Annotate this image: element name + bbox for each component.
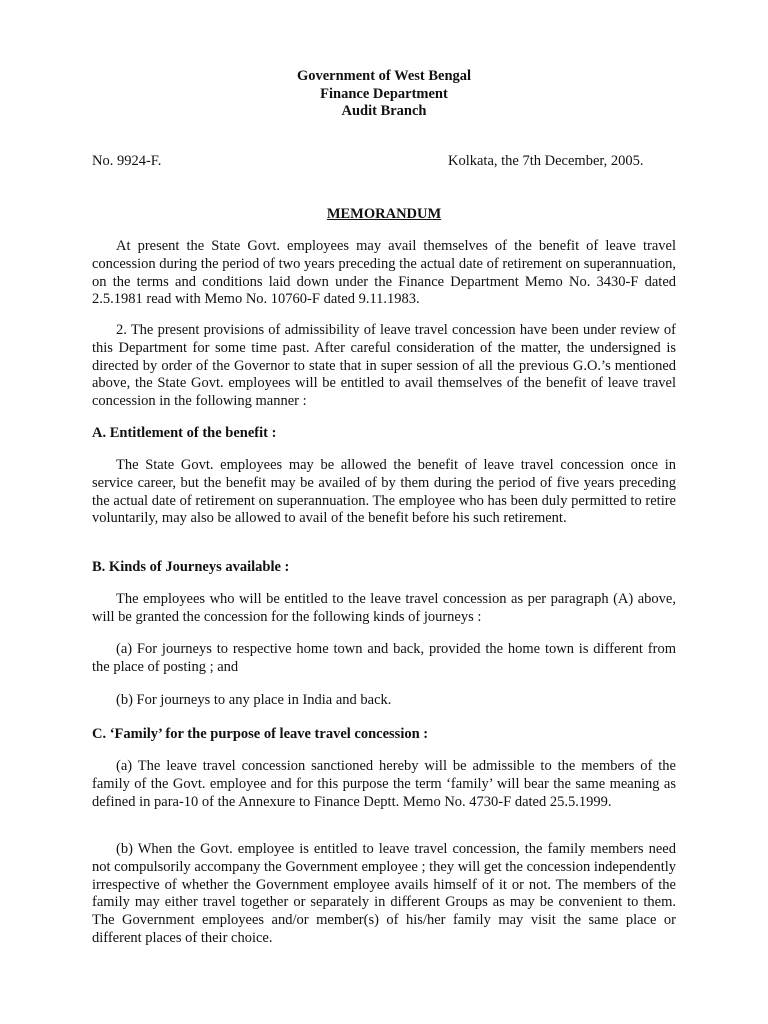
section-b-body: The employees who will be entitled to the leave travel concession as per paragraph (A) above, will be granted the concession for the following kinds of journeys :: [92, 591, 676, 625]
header-government: Government of West Bengal: [296, 68, 472, 84]
memo-number: No. 9924-F.: [92, 153, 162, 169]
section-c-item-b: (b) When the Govt. employee is entitled to leave travel concession, the family members need not compulsorily accompany the Government employee ; they will get the concession independently irrespective of whether the Government employee avails himself of it or not. The members of the family may either travel together or separately in different Groups as may be convenient to them. The Government employees and/or member(s) of his/her family may visit the same place or different places of their choice.: [92, 841, 676, 946]
header-department: Finance Department: [320, 85, 448, 102]
paragraph-2: 2. The present provisions of admissibility of leave travel concession have been under review of this Department for some time past. After careful consideration of the matter, the undersigned is directed by order of the Governor to state that in super session of all the previous G.O.’s mentioned above, the State Govt. employees will be entitled to avail themselves of the benefit of leave travel concession in the following manner :: [92, 322, 676, 410]
section-a-body: The State Govt. employees may be allowed the benefit of leave travel concession once in service career, but the benefit may be availed of by them during the period of five years preceding the actual date of retirement on superannuation. The employee who has been duly permitted to retire voluntarily, may also be allowed to avail of the benefit before his such retirement.: [92, 457, 676, 527]
section-b-item-a: (a) For journeys to respective home town and back, provided the home town is different from the place of posting ; and: [92, 641, 676, 675]
document-title: MEMORANDUM: [326, 206, 442, 222]
section-c-heading: C. ‘Family’ for the purpose of leave travel concession :: [92, 726, 429, 742]
document-header: [0, 68, 768, 121]
section-b-item-b: (b) For journeys to any place in India and back.: [116, 692, 392, 708]
section-a-heading: A. Entitlement of the benefit :: [92, 425, 277, 441]
paragraph-intro: At present the State Govt. employees may avail themselves of the benefit of leave travel concession during the period of two years preceding the actual date of retirement on superannuation, on the terms and conditions laid down under the Finance Department Memo No. 3430-F dated 2.5.1981 read with Memo No. 10760-F dated 9.11.1983.: [92, 238, 676, 308]
header-branch: Audit Branch: [341, 103, 427, 119]
section-c-item-a: (a) The leave travel concession sanctioned hereby will be admissible to the members of the family of the Govt. employee and for this purpose the term ‘family’ will bear the same meaning as defined in para-10 of the Annexure to Finance Deptt. Memo No. 4730-F dated 25.5.1999.: [92, 758, 676, 810]
section-b-heading: B. Kinds of Journeys available :: [92, 559, 290, 575]
place-date: Kolkata, the 7th December, 2005.: [448, 153, 644, 169]
